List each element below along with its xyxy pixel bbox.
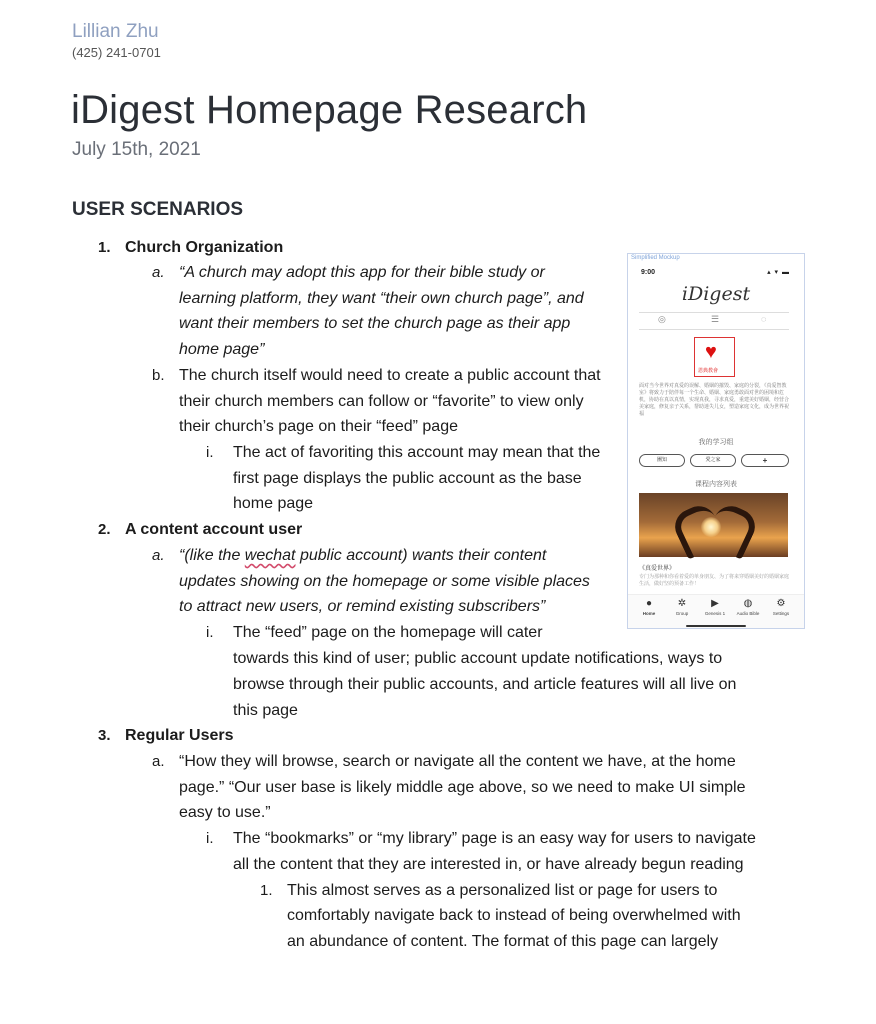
list-marker: a. <box>152 753 165 770</box>
body-line: The act of favoriting this account may mean that the <box>233 444 601 461</box>
tab-label: Genesis 1 <box>704 611 726 616</box>
church-logo <box>694 337 735 377</box>
compass-icon: ◎ <box>658 314 666 324</box>
document-title: iDigest Homepage Research <box>71 88 588 132</box>
body-line: their church’s page on their “feed” page <box>179 418 458 435</box>
quote-line: learning platform, they want “their own church page”, and <box>179 290 584 307</box>
body-line: an abundance of content. The format of this page can largely <box>287 933 719 950</box>
body-line: easy to use.” <box>179 804 271 821</box>
section-heading: USER SCENARIOS <box>72 199 244 220</box>
body-line: The “bookmarks” or “my library” page is an easy way for users to navigate <box>233 830 756 847</box>
church-logo-label: 恩典教會 <box>698 368 719 374</box>
group-pill: 愛之家 <box>690 454 736 467</box>
menu-icon: ☰ <box>711 314 720 324</box>
tab-audio-bible <box>733 598 763 617</box>
scenario-heading: Church Organization <box>125 239 284 256</box>
course-title: 《真爱世界》 <box>639 566 676 572</box>
quote-line: want their members to set the church page as their app <box>179 315 571 332</box>
status-time: 9:00 <box>641 269 656 276</box>
app-mockup-image <box>627 253 805 629</box>
play-icon: ▶ <box>711 598 719 609</box>
chat-icon: ◌ <box>761 314 767 324</box>
list-marker: a. <box>152 264 165 281</box>
body-line: This almost serves as a personalized list or page for users to <box>287 882 718 899</box>
body-line: browse through their public accounts, and article features will all live on <box>233 676 737 693</box>
body-line: “How they will browse, search or navigate all the content we have, at the home <box>179 753 736 770</box>
list-marker: b. <box>152 367 165 384</box>
quote-line: “A church may adopt this app for their bible study or <box>179 264 545 281</box>
divider <box>639 329 789 330</box>
church-description: 面对当今世界对真爱的误解、婚姻的摧毁、家庭的分裂，《真爱智教室》将致力于陪伴每一个生命、婚姻、家庭勇敢面对世的困境和危机，协助在真以真情，实现真我，寻求真爱，重建美好婚姻，经营合美家庭，修复亲子关系，帮助迷失儿女，塑造家庭文化，成为世界祝福 <box>639 383 790 417</box>
tab-label: Home <box>642 611 656 616</box>
quote-line: to attract new users, or remind existing subscribers” <box>179 598 546 615</box>
body-line: The “feed” page on the homepage will cater <box>233 624 543 641</box>
globe-icon: ◍ <box>743 598 753 609</box>
course-description: 专门为那种和你看着爱的单身朋友、为了将来穿婚姻美好的婚姻家庭生活，做好坚的预备工作！ <box>639 574 790 587</box>
heart-icon: ♥ <box>705 341 717 363</box>
heart-hands-right <box>703 500 761 559</box>
tab-settings <box>766 598 796 617</box>
quote-line: home page” <box>179 341 265 358</box>
misspelled-word: wechat <box>244 547 296 564</box>
list-marker: 1. <box>98 239 111 256</box>
quote-line <box>179 547 546 565</box>
group-pill: 團知 <box>639 454 685 467</box>
body-line: home page <box>233 495 314 512</box>
scenario-heading: A content account user <box>125 521 303 538</box>
tab-label: Settings <box>772 611 790 616</box>
list-marker: i. <box>206 444 214 461</box>
body-line: all the content that they are interested in, or have already begun reading <box>233 856 744 873</box>
app-logo: iDigest <box>681 283 751 305</box>
tab-genesis <box>700 598 730 617</box>
gear-icon: ⚙ <box>776 598 786 609</box>
list-marker: 3. <box>98 727 111 744</box>
list-marker: 2. <box>98 521 111 538</box>
author-name: Lillian Zhu <box>72 21 159 42</box>
body-line: towards this kind of user; public account update notifications, ways to <box>233 650 723 667</box>
document-date: July 15th, 2021 <box>72 139 201 160</box>
body-line: comfortably navigate back to instead of being overwhelmed with <box>287 907 741 924</box>
mockup-caption: Simplified Mockup <box>631 255 680 261</box>
body-line: their church members can follow or “favorite” to view only <box>179 393 584 410</box>
body-line: this page <box>233 702 298 719</box>
body-line: page.” “Our user base is likely middle age above, so we need to make UI simple <box>179 779 746 796</box>
course-photo <box>639 493 788 557</box>
tab-group <box>667 598 697 617</box>
tab-label: Audio Bible <box>736 611 760 616</box>
divider <box>639 312 789 313</box>
list-marker: i. <box>206 624 214 641</box>
tab-bar <box>628 594 804 629</box>
section-label: 课程内容列表 <box>695 481 737 488</box>
tab-label: Group <box>675 611 689 616</box>
section-label: 我的学习组 <box>698 439 734 446</box>
quote-suffix: public account) wants their content <box>295 547 547 564</box>
quote-line: updates showing on the homepage or some visible places <box>179 573 590 590</box>
author-phone: (425) 241-0701 <box>72 45 161 60</box>
list-marker: 1. <box>260 882 273 899</box>
body-line: The church itself would need to create a public account that <box>179 367 601 384</box>
quote-prefix: “(like the <box>179 547 245 564</box>
group-icon: ✲ <box>677 598 687 609</box>
scenario-heading: Regular Users <box>125 727 234 744</box>
body-line: first page displays the public account as the base <box>233 470 582 487</box>
home-icon: ● <box>645 598 653 609</box>
add-group-pill: + <box>741 454 789 467</box>
list-marker: a. <box>152 547 165 564</box>
status-icons: ▴ ▾ ▬ <box>767 269 790 276</box>
list-marker: i. <box>206 830 214 847</box>
home-indicator <box>686 625 746 627</box>
tab-home <box>634 598 664 617</box>
